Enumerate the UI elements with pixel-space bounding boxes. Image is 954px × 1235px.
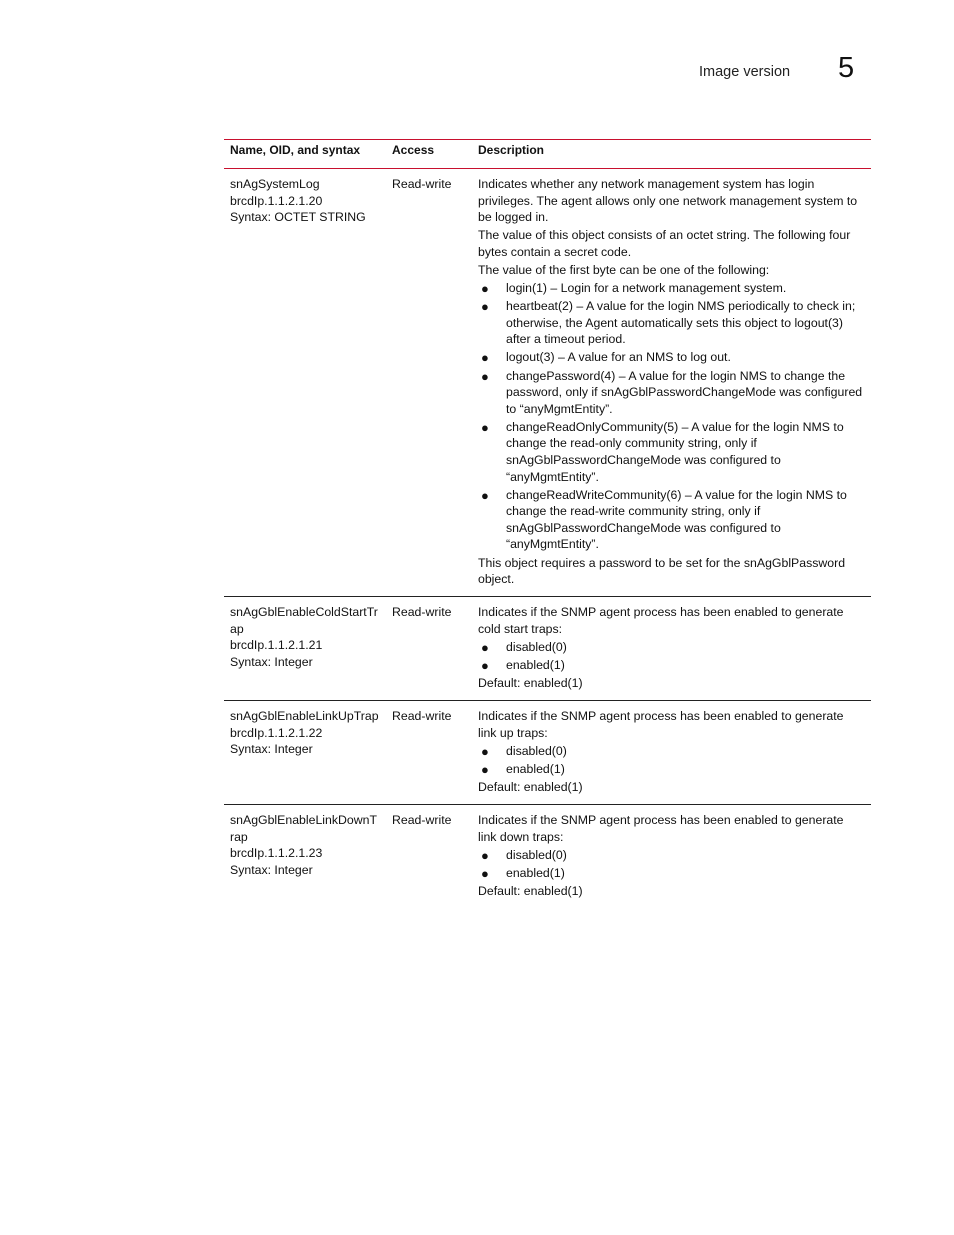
object-syntax: Syntax: OCTET STRING bbox=[230, 210, 366, 225]
table-row bbox=[224, 805, 871, 908]
description-cell bbox=[472, 805, 871, 908]
bullet-icon: ● bbox=[481, 299, 489, 315]
default-value: Default: enabled(1) bbox=[478, 884, 583, 899]
object-name: snAgGblEnableLinkDownTrap bbox=[230, 813, 377, 844]
bullet-icon: ● bbox=[481, 281, 489, 297]
object-syntax: Syntax: Integer bbox=[230, 655, 313, 670]
list-item bbox=[478, 487, 865, 553]
default-value: Default: enabled(1) bbox=[478, 676, 583, 691]
list-item bbox=[478, 349, 865, 366]
value-list bbox=[478, 847, 865, 882]
list-item-text: disabled(0) bbox=[506, 743, 567, 758]
list-item-text: logout(3) – A value for an NMS to log out. bbox=[506, 350, 731, 365]
list-item-text: changeReadOnlyCommunity(5) – A value for the login NMS to change the read-only community string, only if snAgGblPasswordChangeMode was configured to “anyMgmtEntity”. bbox=[506, 419, 844, 484]
description-cell bbox=[472, 597, 871, 701]
description-paragraph: Indicates if the SNMP agent process has been enabled to generate link up traps: bbox=[478, 709, 844, 740]
table-header-row bbox=[224, 140, 871, 169]
object-name: snAgGblEnableLinkUpTrap bbox=[230, 709, 379, 724]
list-item bbox=[478, 639, 865, 656]
bullet-icon: ● bbox=[481, 368, 489, 384]
bullet-icon: ● bbox=[481, 658, 489, 674]
list-item-text: enabled(1) bbox=[506, 762, 565, 776]
description-paragraph: Indicates whether any network management system has login privileges. The agent allows only one network management system to be logged in. bbox=[478, 177, 858, 225]
description-paragraph: Indicates if the SNMP agent process has been enabled to generate link down traps: bbox=[478, 813, 844, 844]
bullet-icon: ● bbox=[481, 487, 489, 503]
object-name: snAgGblEnableColdStartTrap bbox=[230, 605, 378, 636]
value-list bbox=[478, 639, 865, 674]
table-row bbox=[224, 701, 871, 805]
access-cell: Read-write bbox=[392, 709, 452, 724]
list-item bbox=[478, 419, 865, 485]
mib-objects-table bbox=[224, 139, 871, 908]
running-header-title: Image version bbox=[699, 64, 791, 80]
chapter-number: 5 bbox=[838, 52, 855, 84]
description-cell bbox=[472, 701, 871, 805]
description-paragraph: Indicates if the SNMP agent process has been enabled to generate cold start traps: bbox=[478, 605, 844, 636]
object-oid: brcdIp.1.1.2.1.20 bbox=[230, 193, 323, 208]
access-cell: Read-write bbox=[392, 605, 452, 620]
list-item-text: heartbeat(2) – A value for the login NMS periodically to check in; otherwise, the Agent automatically sets this object to logout(3) after a timeout period. bbox=[506, 299, 856, 347]
bullet-icon: ● bbox=[481, 743, 489, 759]
name-cell bbox=[224, 805, 386, 908]
bullet-icon: ● bbox=[481, 847, 489, 863]
bullet-icon: ● bbox=[481, 865, 489, 881]
bullet-icon: ● bbox=[481, 350, 489, 366]
table-header bbox=[224, 140, 871, 169]
object-syntax: Syntax: Integer bbox=[230, 862, 313, 877]
object-name: snAgSystemLog bbox=[230, 177, 320, 191]
description-paragraph: This object requires a password to be set for the snAgGblPassword object. bbox=[478, 555, 846, 587]
table-row bbox=[224, 597, 871, 701]
name-cell bbox=[224, 169, 386, 597]
list-item-text: changePassword(4) – A value for the login NMS to change the password, only if snAgGblPasswordChangeMode was configured to “anyMgmtEntity”. bbox=[506, 368, 863, 416]
object-oid: brcdIp.1.1.2.1.22 bbox=[230, 725, 323, 740]
list-item-text: enabled(1) bbox=[506, 658, 565, 673]
table-row bbox=[224, 169, 871, 597]
list-item-text: changeReadWriteCommunity(6) – A value for the login NMS to change the read-write community string, only if snAgGblPasswordChangeMode was configured to “anyMgmtEntity”. bbox=[506, 487, 847, 552]
description-paragraph: The value of this object consists of an octet string. The following four bytes contain a secret code. bbox=[478, 228, 851, 259]
column-header-description: Description bbox=[478, 143, 545, 157]
list-item bbox=[478, 865, 865, 882]
column-header-name: Name, OID, and syntax bbox=[230, 143, 361, 157]
object-oid: brcdIp.1.1.2.1.21 bbox=[230, 638, 323, 653]
bullet-icon: ● bbox=[481, 639, 489, 655]
list-item bbox=[478, 368, 865, 418]
description-paragraph: The value of the first byte can be one of the following: bbox=[478, 262, 770, 277]
list-item bbox=[478, 298, 865, 348]
bullet-icon: ● bbox=[481, 419, 489, 435]
value-list bbox=[478, 743, 865, 778]
bullet-icon: ● bbox=[481, 762, 489, 777]
default-value: Default: enabled(1) bbox=[478, 780, 583, 795]
description-cell bbox=[472, 169, 871, 597]
list-item-text: disabled(0) bbox=[506, 847, 567, 862]
access-cell: Read-write bbox=[392, 177, 452, 191]
list-item-text: disabled(0) bbox=[506, 639, 567, 654]
list-item bbox=[478, 743, 865, 760]
list-item bbox=[478, 761, 865, 778]
name-cell bbox=[224, 701, 386, 805]
list-item bbox=[478, 847, 865, 864]
name-cell bbox=[224, 597, 386, 701]
list-item-text: enabled(1) bbox=[506, 865, 565, 880]
list-item-text: login(1) – Login for a network management system. bbox=[506, 281, 787, 296]
object-oid: brcdIp.1.1.2.1.23 bbox=[230, 846, 323, 861]
column-header-access: Access bbox=[392, 143, 435, 157]
access-cell: Read-write bbox=[392, 813, 452, 828]
list-item bbox=[478, 657, 865, 674]
list-item bbox=[478, 280, 865, 297]
value-list bbox=[478, 280, 865, 553]
object-syntax: Syntax: Integer bbox=[230, 742, 313, 757]
